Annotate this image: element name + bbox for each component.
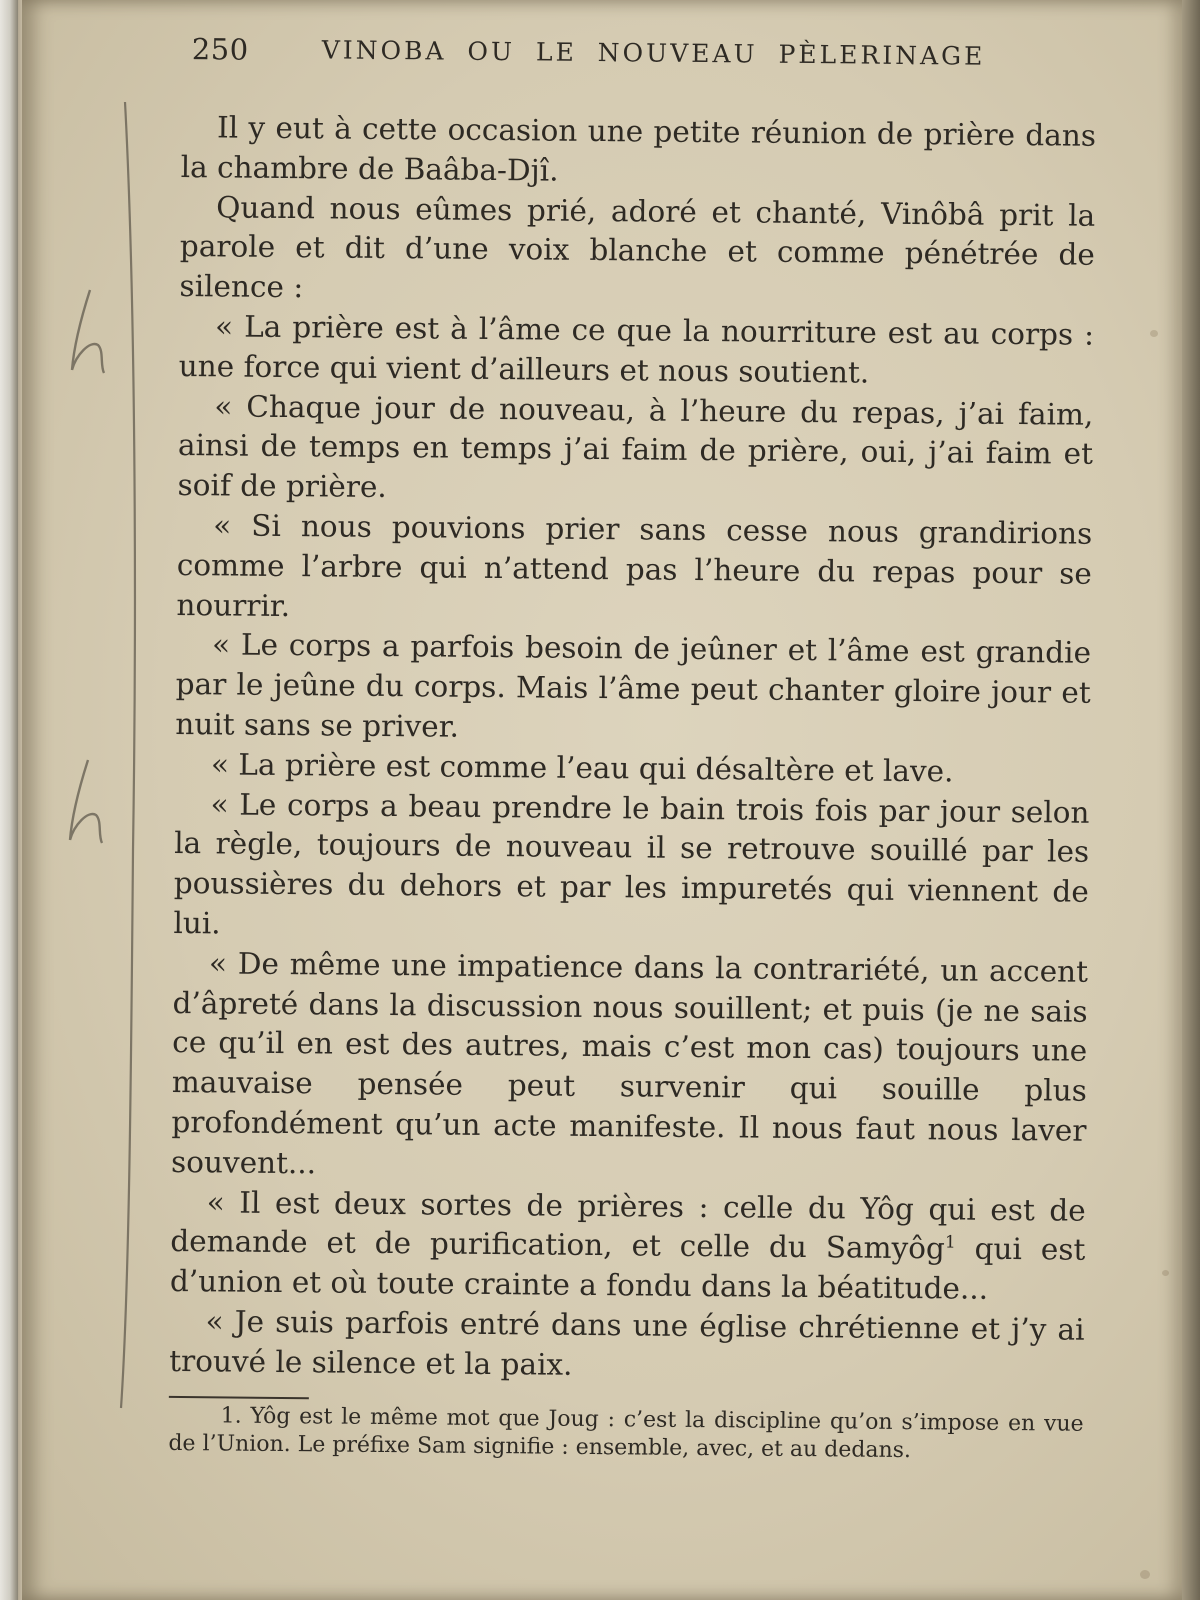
- footnote: 1. Yôg est le même mot que Joug : c’est la discipline qu’on s’impose en vue de l’Union. Le préfixe Sam signifie : ensemble, avec, et au dedans.: [168, 1402, 1084, 1463]
- paragraph: « La prière est à l’âme ce que la nourriture est au corps : une force qui vient d’ailleurs et nous soutient.: [178, 309, 1095, 390]
- paper-speckle: [1150, 330, 1158, 337]
- pencil-mark-icon: [58, 755, 113, 850]
- page-text: [168, 28, 1097, 1466]
- footnote-rule: [169, 1395, 309, 1398]
- paper-speckle: [1140, 1570, 1150, 1579]
- previous-page-edge: [0, 0, 18, 1600]
- paragraph: « De même une impatience dans la contrariété, un accent d’âpreté dans la discussion nous souillent; et puis (je ne sais ce qu’il en est des autres, mais c’est mon cas) toujours une mauvaise pensée peut survenir qui souille plus profondément qu’un acte manifeste. Il nous faut nous laver souvent...: [170, 946, 1089, 1181]
- paragraph: Quand nous eûmes prié, adoré et chanté, Vinôbâ prit la parole et dit d’une voix blanche et comme pénétrée de silence :: [179, 189, 1096, 305]
- paragraph: « Si nous pouvions prier sans cesse nous grandirions comme l’arbre qui n’attend pas l’heure du repas pour se nourrir.: [176, 508, 1093, 623]
- paragraph: « La prière est comme l’eau qui désaltère et lave.: [210, 747, 954, 789]
- body-text: [169, 108, 1096, 1390]
- paragraph-part: « Il est deux sortes de prières : celle du Yôg qui est de demande et de purification, et celle du Samyôg: [170, 1184, 1086, 1266]
- paragraph: « Le corps a parfois besoin de jeûner et l’âme est grandie par le jeûne du corps. Mais l’âme peut chanter gloire jour et nuit sans se priver.: [175, 627, 1092, 744]
- paragraph-part: qui est d’union et où toute crainte a fondu dans la béatitude...: [169, 1231, 1086, 1306]
- paragraph: « Chaque jour de nouveau, à l’heure du repas, j’ai faim, ainsi de temps en temps j’ai faim de prière, oui, j’ai faim et soif de prière.: [177, 388, 1094, 505]
- footnote-reference: 1: [944, 1232, 956, 1253]
- pencil-mark-icon: [60, 285, 115, 380]
- paragraph: « Je suis parfois entré dans une église chrétienne et j’y ai trouvé le silence et la paix.: [169, 1304, 1085, 1382]
- paragraph: Il y eut à cette occasion une petite réunion de prière dans la chambre de Baâba-Djî.: [180, 110, 1097, 188]
- paragraph: « Le corps a beau prendre le bain trois fois par jour selon la règle, toujours de nouveau il se retrouve souillé par les poussières du dehors et par les impuretés qui viennent de lui.: [173, 786, 1090, 941]
- running-head: [182, 28, 1097, 81]
- paragraph-with-note: [170, 1182, 1086, 1310]
- running-title: VINOBA OU LE NOUVEAU PÈLERINAGE: [321, 35, 986, 71]
- paper-speckle: [1162, 1270, 1169, 1276]
- page-number: 250: [191, 32, 249, 67]
